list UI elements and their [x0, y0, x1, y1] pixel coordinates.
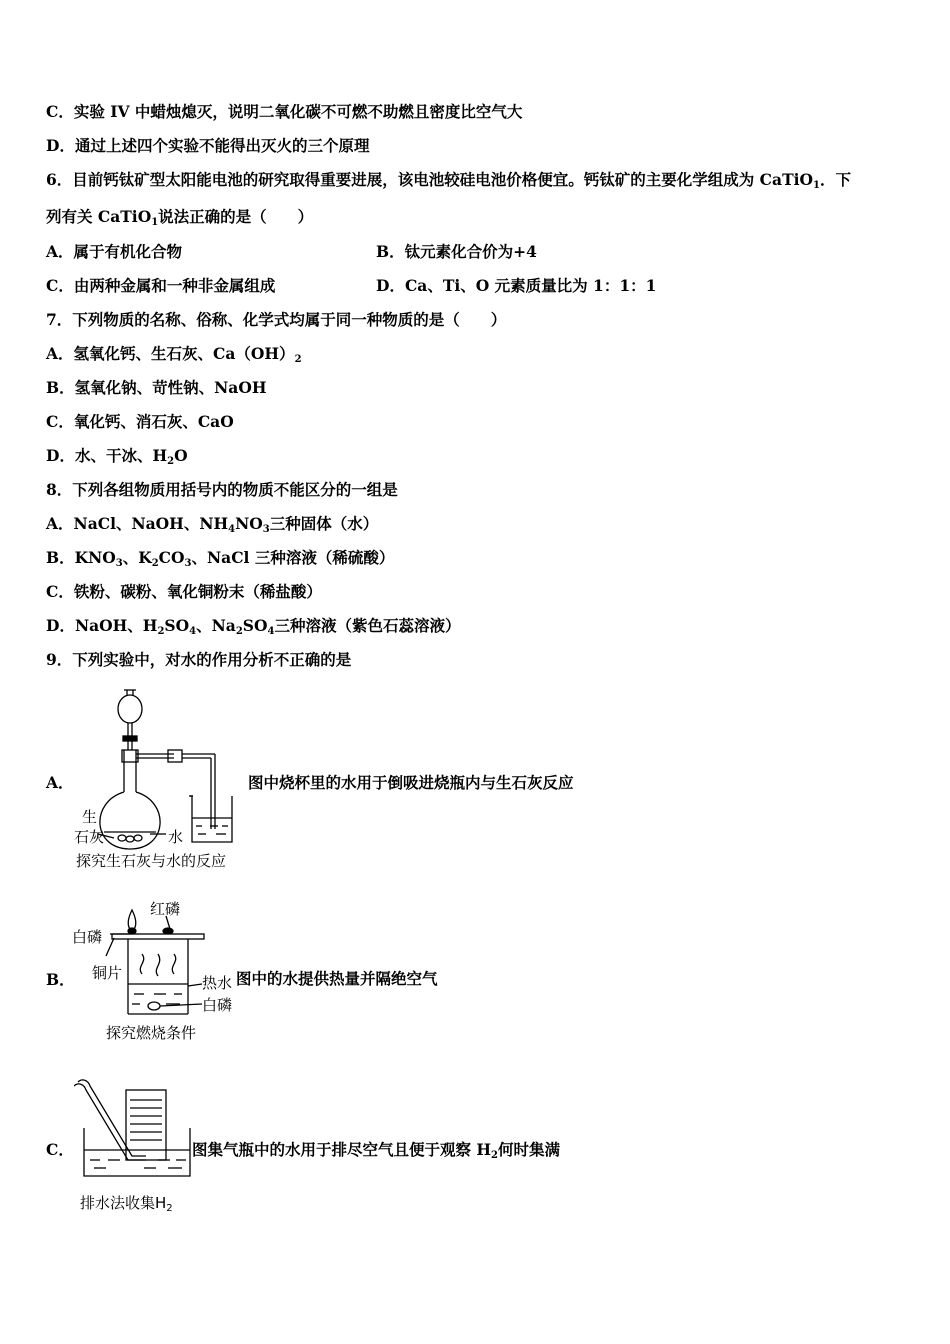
figure-c-title: 排水法收集$H_2$	[80, 1194, 173, 1214]
figure-a-title: 探究生石灰与水的反应	[76, 852, 227, 870]
q7-option-b: B．氢氧化钠、苛性钠、NaOH	[46, 378, 267, 397]
label-bailin-top: 白磷	[72, 928, 103, 946]
label-shihui: 石灰	[74, 828, 105, 846]
q7-option-d: D．水、干冰、$H_2O$	[46, 446, 188, 467]
q9-option-c-caption: 图集气瓶中的水用于排尽空气且便于观察 $H_2$何时集满	[192, 1140, 561, 1161]
question-7-stem: 7．下列物质的名称、俗称、化学式均属于同一种物质的是（ ）	[46, 310, 507, 329]
label-bailin-bottom: 白磷	[202, 996, 233, 1014]
question-8-stem: 8．下列各组物质用括号内的物质不能区分的一组是	[46, 480, 398, 499]
q7-option-a: A．氢氧化钙、生石灰、$Ca(OH)_2$	[46, 344, 302, 365]
q9-option-b-caption: 图中的水提供热量并隔绝空气	[236, 969, 438, 988]
q6-option-a: A．属于有机化合物	[46, 242, 183, 261]
option-d-previous: D．通过上述四个实验不能得出灭火的三个原理	[46, 136, 370, 155]
figure-b-title: 探究燃烧条件	[106, 1024, 197, 1042]
q9-option-c-label: C．	[46, 1140, 74, 1159]
label-tongpian: 铜片	[92, 964, 123, 982]
question-9-stem: 9．下列实验中，对水的作用分析不正确的是	[46, 650, 352, 669]
q6-option-c: C．由两种金属和一种非金属组成	[46, 276, 276, 295]
question-6-stem-line1: 6．目前钙钛矿型太阳能电池的研究取得重要进展，该电池较硅电池价格便宜。钙钛矿的主要化学组成为 CaTiO$_1$．下	[46, 170, 851, 191]
q8-option-d: D．NaOH、$H_2SO_4$、$Na_2SO_4$三种溶液（紫色石蕊溶液）	[46, 616, 461, 637]
q6-option-b: B．钛元素化合价为+4	[376, 242, 537, 261]
q7-option-c: C．氧化钙、消石灰、CaO	[46, 412, 234, 431]
q8-option-b: B．$KNO_3$、$K_2CO_3$、NaCl 三种溶液（稀硫酸）	[46, 548, 395, 569]
q6-option-d: D．Ca、Ti、O 元素质量比为 1：1：1	[376, 276, 657, 295]
option-c-previous: C．实验 IV 中蜡烛熄灭，说明二氧化碳不可燃不助燃且密度比空气大	[46, 102, 523, 121]
label-honglin: 红磷	[150, 900, 181, 918]
label-sheng: 生	[82, 808, 98, 826]
q9-option-a-caption: 图中烧杯里的水用于倒吸进烧瓶内与生石灰反应	[248, 773, 574, 792]
q8-option-a: A．NaCl、NaOH、$NH_4NO_3$三种固体（水）	[46, 514, 379, 535]
question-6-stem-line2: 列有关 CaTiO$_1$说法正确的是（ ）	[46, 207, 314, 228]
q9-option-a-label: A．	[46, 773, 74, 792]
label-shui: 水	[168, 828, 184, 846]
figure-lime-water-reaction	[70, 684, 250, 874]
figure-water-displacement-h2	[74, 1076, 194, 1216]
q9-option-b-label: B．	[46, 970, 75, 989]
label-reshui: 热水	[202, 974, 233, 992]
figure-combustion-conditions	[70, 896, 240, 1044]
q8-option-c: C．铁粉、碳粉、氧化铜粉末（稀盐酸）	[46, 582, 322, 601]
